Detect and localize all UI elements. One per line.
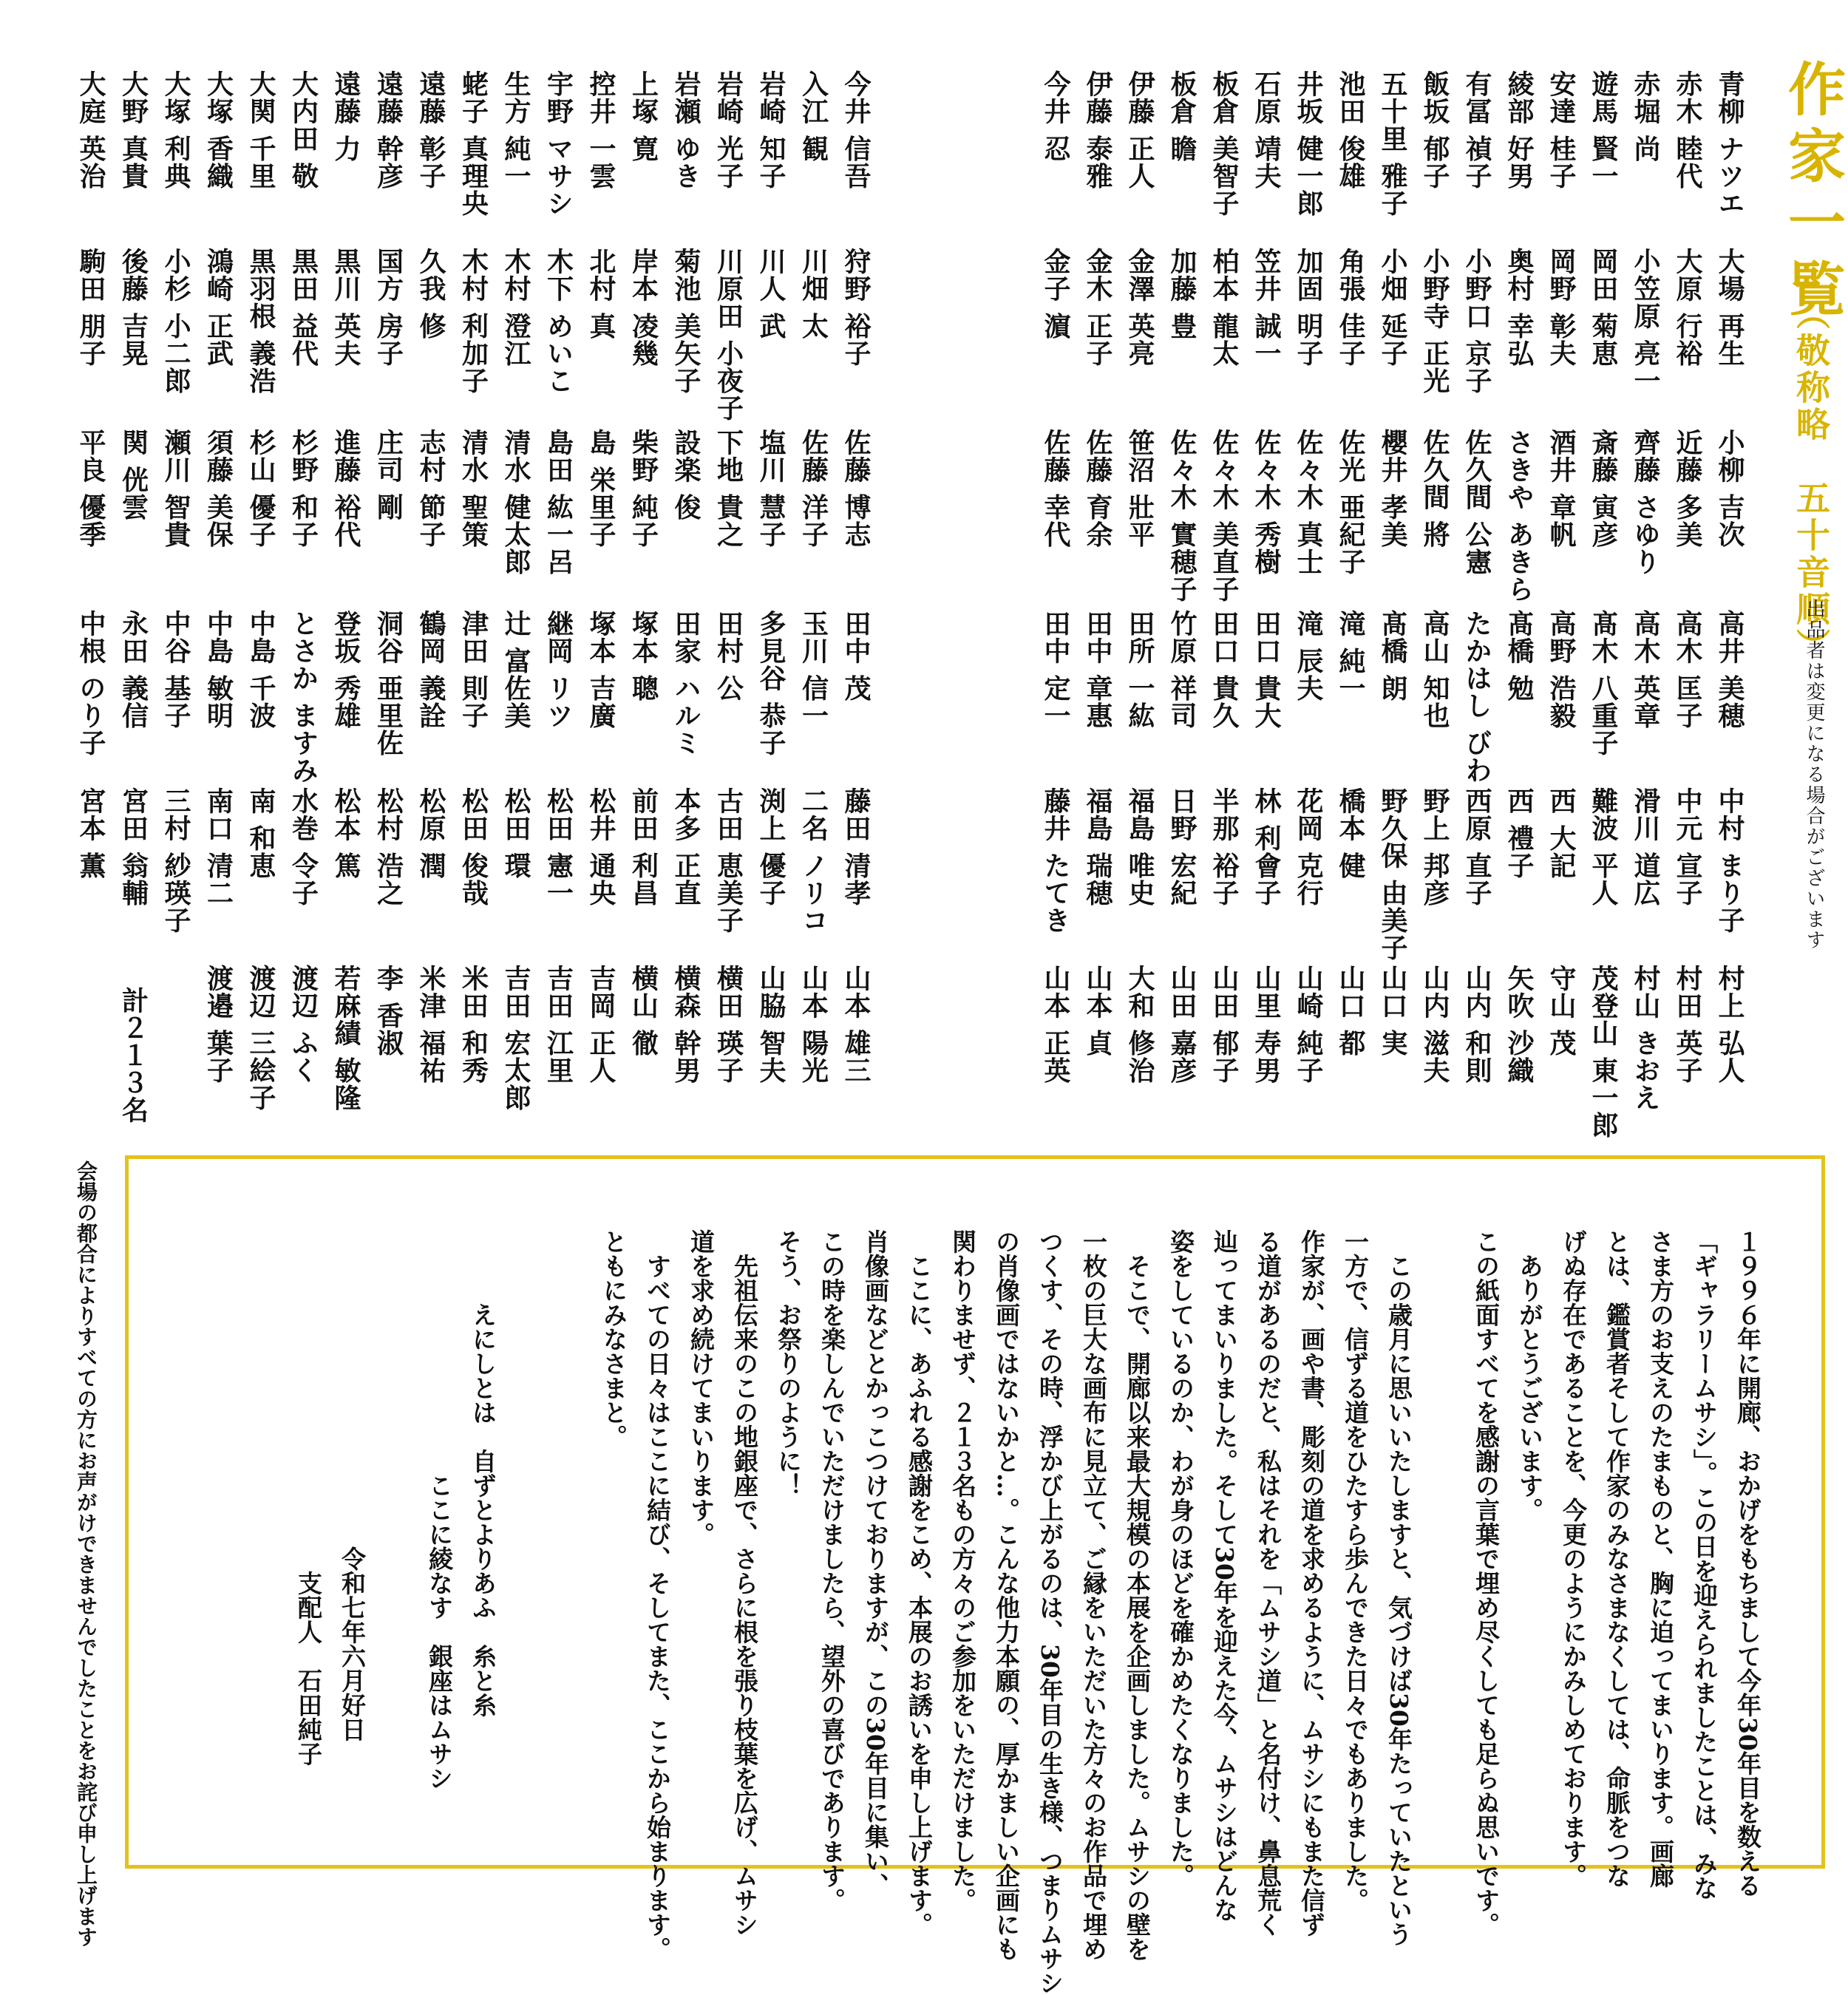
artist-name: 黒川 英夫 bbox=[330, 248, 361, 367]
letter-line: げぬ存在であることを、今更のようにかみしめております。 bbox=[1559, 1229, 1588, 1888]
exhibitor-change-note: 出品者は変更になる場合がございます bbox=[1803, 599, 1825, 951]
letter-line: 支配人 石田純子 bbox=[294, 1229, 323, 1766]
artist-name: 板倉 美智子 bbox=[1209, 70, 1240, 217]
artist-name: 岡野 彰夫 bbox=[1546, 248, 1577, 367]
artist-name: 松田 憲一 bbox=[543, 787, 574, 907]
artist-name: 山口 実 bbox=[1377, 965, 1408, 1057]
artist-name: 遠藤 力 bbox=[330, 70, 361, 163]
artist-name: 角張 佳子 bbox=[1335, 248, 1366, 367]
artist-name: 上塚 寛 bbox=[628, 70, 659, 163]
artist-name: 松村 浩之 bbox=[373, 787, 404, 907]
letter-line: 辿ってまいりました。そして30年を迎えた今、ムサシはどんな bbox=[1210, 1229, 1239, 1922]
artist-name: 岸本 凌幾 bbox=[628, 248, 659, 367]
artist-name: 半那 裕子 bbox=[1209, 787, 1240, 907]
artist-name: 中村 まり子 bbox=[1714, 787, 1745, 934]
artist-name: 柏本 龍太 bbox=[1209, 248, 1240, 367]
artist-name: 菊池 美矢子 bbox=[670, 248, 702, 395]
artist-name: 黒田 益代 bbox=[288, 248, 319, 367]
letter-line: 一方で、信ずる道をひたすら歩んできた日々でもありました。 bbox=[1341, 1229, 1370, 1912]
artist-name: 伊藤 正人 bbox=[1124, 70, 1155, 190]
artist-name: 佐々木 實穂子 bbox=[1166, 429, 1198, 603]
artist-name: 山里 寿男 bbox=[1251, 965, 1282, 1084]
artist-name: 志村 節子 bbox=[415, 429, 446, 548]
artist-name: 山田 嘉彦 bbox=[1166, 965, 1198, 1084]
artist-name: 高井 美穂 bbox=[1714, 610, 1745, 730]
greeting-box bbox=[125, 1155, 1825, 1995]
artist-name: 岩崎 知子 bbox=[755, 70, 787, 190]
artist-name: 金木 正子 bbox=[1082, 248, 1113, 367]
artist-name: 西 大記 bbox=[1546, 787, 1577, 880]
artist-name: 藤田 清孝 bbox=[840, 787, 872, 907]
artist-name: 伊藤 泰雅 bbox=[1082, 70, 1113, 190]
artist-name: 米田 和秀 bbox=[458, 965, 489, 1084]
artist-name: 石原 靖夫 bbox=[1251, 70, 1282, 190]
artist-name: 村上 弘人 bbox=[1714, 965, 1745, 1084]
artist-name: 狩野 裕子 bbox=[840, 248, 872, 367]
artist-name: 笠井 誠一 bbox=[1251, 248, 1282, 367]
artist-name: 庄司 剛 bbox=[373, 429, 404, 521]
artist-name: 青柳 ナツエ bbox=[1714, 70, 1745, 217]
artist-name: 今井 忍 bbox=[1040, 70, 1071, 163]
artist-name: 大塚 香織 bbox=[203, 70, 234, 190]
artist-name: 中根 のり子 bbox=[75, 610, 106, 757]
artist-name: 高野 浩毅 bbox=[1546, 610, 1577, 730]
artist-name: 板倉 瞻 bbox=[1166, 70, 1198, 163]
artist-name: 金澤 英亮 bbox=[1124, 248, 1155, 367]
artist-name: たかはし びわ bbox=[1461, 610, 1492, 784]
artist-name: 有冨 禎子 bbox=[1461, 70, 1492, 190]
letter-line bbox=[374, 1229, 418, 1835]
letter-line: つくす、その時、浮かび上がるのは、30年目の生き様、つまりムサシ bbox=[1036, 1229, 1064, 1995]
letter-line: 「ギャラリームサシ」。この日を迎えられましたことは、みな bbox=[1690, 1229, 1719, 1900]
letter-line: この歳月に思いいたしますと、気づけば30年たっていたという bbox=[1385, 1229, 1413, 1946]
artist-name: 進藤 裕代 bbox=[330, 429, 361, 548]
artist-name: 後藤 吉晃 bbox=[118, 248, 149, 367]
artist-name: 小笠原 亮一 bbox=[1630, 248, 1661, 395]
artist-name: 佐久間 將 bbox=[1419, 429, 1450, 548]
artist-name: 横田 瑛子 bbox=[713, 965, 744, 1084]
letter-line: 道を求め続けてまいります。 bbox=[687, 1229, 716, 1546]
artist-name: 加藤 豊 bbox=[1166, 248, 1198, 340]
artist-name: 笹沼 壯平 bbox=[1124, 429, 1155, 548]
artist-name: さきや あきら bbox=[1504, 429, 1535, 603]
artist-name: 松原 潤 bbox=[415, 787, 446, 880]
letter-line bbox=[505, 1229, 548, 1835]
artist-name: 塚本 吉廣 bbox=[585, 610, 616, 730]
artist-name: 佐々木 美直子 bbox=[1209, 429, 1240, 603]
artist-name: 大関 千里 bbox=[245, 70, 276, 190]
letter-line: えにしとは 自ずとよりあふ 糸と糸 bbox=[469, 1229, 497, 1717]
artist-name: 綾部 好男 bbox=[1504, 70, 1535, 190]
artist-name: 南 和恵 bbox=[245, 787, 276, 880]
artist-name: 二名 ノリコ bbox=[798, 787, 829, 934]
artist-name: 入江 観 bbox=[798, 70, 829, 163]
artist-name: 岩瀬 ゆき bbox=[670, 70, 702, 190]
artist-name: 大場 再生 bbox=[1714, 248, 1745, 367]
letter-line: この時を楽しんでいただけましたら、望外の喜びであります。 bbox=[818, 1229, 846, 1912]
artist-name: 宇野 マサシ bbox=[543, 70, 574, 217]
artist-name: 飯坂 郁子 bbox=[1419, 70, 1450, 190]
artist-name: 髙木 八重子 bbox=[1588, 610, 1619, 757]
artist-name: 瀬川 智貴 bbox=[160, 429, 191, 548]
letter-line: この紙面すべてを感謝の言葉で埋め尽くしても足らぬ思いです。 bbox=[1472, 1229, 1501, 1937]
artist-name: 洞谷 亜里佐 bbox=[373, 610, 404, 757]
artist-name: 山脇 智夫 bbox=[755, 965, 787, 1084]
artist-name: 櫻井 孝美 bbox=[1377, 429, 1408, 548]
letter-line: ともにみなさまと。 bbox=[599, 1229, 628, 1449]
artist-name: 山崎 純子 bbox=[1293, 965, 1324, 1084]
artist-name: 佐々木 秀樹 bbox=[1251, 429, 1282, 576]
artist-name: 山本 陽光 bbox=[798, 965, 829, 1084]
artist-name: 遠藤 彰子 bbox=[415, 70, 446, 190]
artist-name: 控井 一雲 bbox=[585, 70, 616, 190]
artist-name: 大野 真貴 bbox=[118, 70, 149, 190]
artist-name: 清水 健太郎 bbox=[500, 429, 531, 576]
artist-name: 佐藤 幸代 bbox=[1040, 429, 1071, 548]
artist-name: 髙橋 勉 bbox=[1504, 610, 1535, 702]
artist-name: 津田 則子 bbox=[458, 610, 489, 730]
artist-name: 藤井 たてき bbox=[1040, 787, 1071, 934]
artist-name: 髙橋 朗 bbox=[1377, 610, 1408, 702]
artist-name: 赤木 睦代 bbox=[1672, 70, 1703, 190]
artist-name: 五十里 雅子 bbox=[1377, 70, 1408, 217]
artist-name: 今井 信吾 bbox=[840, 70, 872, 190]
artist-name: 西原 直子 bbox=[1461, 787, 1492, 907]
artist-name: 守山 茂 bbox=[1546, 965, 1577, 1057]
artist-name: 松本 篤 bbox=[330, 787, 361, 880]
artist-name: 田家 ハルミ bbox=[670, 610, 702, 757]
artist-name: 野上 邦彦 bbox=[1419, 787, 1450, 907]
artist-name: 小野寺 正光 bbox=[1419, 248, 1450, 395]
artist-name: 木村 澄江 bbox=[500, 248, 531, 367]
artist-name: 野久保 由美子 bbox=[1377, 787, 1408, 962]
artist-name: 登坂 秀雄 bbox=[330, 610, 361, 730]
artist-name: 松田 俊哉 bbox=[458, 787, 489, 907]
artist-name: 古田 恵美子 bbox=[713, 787, 744, 934]
artist-name: 駒田 朋子 bbox=[75, 248, 106, 367]
artist-name: 滝 辰夫 bbox=[1293, 610, 1324, 702]
artist-name: 田中 定一 bbox=[1040, 610, 1071, 730]
artist-name: 田村 公 bbox=[713, 610, 744, 702]
artist-name: 渡邉 葉子 bbox=[203, 965, 234, 1084]
artist-name: 設楽 俊 bbox=[670, 429, 702, 521]
artist-name: 竹原 祥司 bbox=[1166, 610, 1198, 730]
artist-name: 村山 きおえ bbox=[1630, 965, 1661, 1112]
artist-name: 遊馬 賢一 bbox=[1588, 70, 1619, 190]
artist-name: 渡辺 三絵子 bbox=[245, 965, 276, 1112]
artist-name: 辻 富佐美 bbox=[500, 610, 531, 730]
artist-name: 日野 宏紀 bbox=[1166, 787, 1198, 907]
artist-name: 鶴岡 義詮 bbox=[415, 610, 446, 730]
artist-name: 山本 貞 bbox=[1082, 965, 1113, 1057]
artist-name: 横山 徹 bbox=[628, 965, 659, 1057]
artist-name: 島 栄里子 bbox=[585, 429, 616, 548]
artist-name: 滝 純一 bbox=[1335, 610, 1366, 702]
artist-name: 奥村 幸弘 bbox=[1504, 248, 1535, 367]
artist-name: とさか ますみ bbox=[288, 610, 319, 784]
artist-name: 大和 修治 bbox=[1124, 965, 1155, 1084]
artist-name: 島田 紘一呂 bbox=[543, 429, 574, 576]
artist-name: 宮本 薫 bbox=[75, 787, 106, 880]
artist-name: 安達 桂子 bbox=[1546, 70, 1577, 190]
artist-name: 須藤 美保 bbox=[203, 429, 234, 548]
artist-name: 高木 英章 bbox=[1630, 610, 1661, 730]
artist-name: 山内 滋夫 bbox=[1419, 965, 1450, 1084]
artist-name: 李 香淑 bbox=[373, 965, 404, 1057]
artist-name: 松井 通央 bbox=[585, 787, 616, 907]
letter-line: さま方のお支えのたまものと、胸に迫ってまいります。画廊 bbox=[1646, 1229, 1675, 1888]
artist-name: 黒羽根 義浩 bbox=[245, 248, 276, 395]
artist-name: 林 利會子 bbox=[1251, 787, 1282, 907]
artist-name: 中島 敏明 bbox=[203, 610, 234, 730]
artist-name: 永田 義信 bbox=[118, 610, 149, 730]
artist-name: 宮田 翁輔 bbox=[118, 787, 149, 907]
artist-name: 岩崎 光子 bbox=[713, 70, 744, 190]
artist-name: 赤堀 尚 bbox=[1630, 70, 1661, 163]
artist-name: 小柳 吉次 bbox=[1714, 429, 1745, 548]
artist-name: 高木 匡子 bbox=[1672, 610, 1703, 730]
artist-name: 高山 知也 bbox=[1419, 610, 1450, 730]
artist-name: 田所 一紘 bbox=[1124, 610, 1155, 730]
artist-name: 川人 武 bbox=[755, 248, 787, 340]
artist-name: 横森 幹男 bbox=[670, 965, 702, 1084]
total-count: 計２１３名 bbox=[118, 987, 149, 1124]
artist-name: 佐藤 育余 bbox=[1082, 429, 1113, 548]
artist-name: 前田 利昌 bbox=[628, 787, 659, 907]
artist-name: 花岡 克行 bbox=[1293, 787, 1324, 907]
artist-name: 渕上 優子 bbox=[755, 787, 787, 907]
letter-line: 先祖伝来のこの地銀座で、さらに根を張り枝葉を広げ、ムサシ bbox=[730, 1229, 759, 1937]
artist-name: 金子 濵 bbox=[1040, 248, 1071, 340]
letter-line bbox=[1421, 1229, 1464, 1835]
artist-name: 山口 都 bbox=[1335, 965, 1366, 1057]
artist-name: 川原田 小夜子 bbox=[713, 248, 744, 422]
artist-name: 山本 雄三 bbox=[840, 965, 872, 1084]
artist-name: 福島 唯史 bbox=[1124, 787, 1155, 907]
artist-name: 国方 房子 bbox=[373, 248, 404, 367]
artist-name: 西 禮子 bbox=[1504, 787, 1535, 880]
letter-line: そう、お祭りのように！ bbox=[774, 1229, 803, 1498]
letter-line: 関わりませず、２１３名もの方々のご参加をいただけました。 bbox=[948, 1229, 977, 1912]
artist-name: 米津 福祐 bbox=[415, 965, 446, 1084]
artist-name: 福島 瑞穂 bbox=[1082, 787, 1113, 907]
artist-name: 山田 郁子 bbox=[1209, 965, 1240, 1084]
page-subtitle: （敬称略 五十音順） bbox=[1791, 296, 1831, 665]
artist-name: 斎藤 寅彦 bbox=[1588, 429, 1619, 548]
artist-name: 佐光 亜紀子 bbox=[1335, 429, 1366, 576]
artist-name: 難波 平人 bbox=[1588, 787, 1619, 907]
letter-line: １９９６年に開廊、おかげをもちまして今年30年目を数える bbox=[1733, 1229, 1762, 1897]
artist-name: 多見谷 恭子 bbox=[755, 610, 787, 757]
artist-name: 生方 純一 bbox=[500, 70, 531, 190]
artist-name: 遠藤 幹彦 bbox=[373, 70, 404, 190]
letter-line: そこで、開廊以来最大規模の本展を企画しました。ムサシの壁を bbox=[1123, 1229, 1152, 1961]
letter-line: ここに、あふれる感謝をこめ、本展のお誘いを申し上げます。 bbox=[905, 1229, 934, 1937]
artist-name: 佐々木 真士 bbox=[1293, 429, 1324, 576]
artist-name: 関 侊雲 bbox=[118, 429, 149, 521]
artist-name: 杉野 和子 bbox=[288, 429, 319, 548]
artist-name: 小野口 京子 bbox=[1461, 248, 1492, 395]
artist-name: 塩川 慧子 bbox=[755, 429, 787, 548]
artist-name: 滑川 道広 bbox=[1630, 787, 1661, 907]
artist-name: 清水 聖策 bbox=[458, 429, 489, 548]
artist-name: 池田 俊雄 bbox=[1335, 70, 1366, 190]
artist-name: 塚本 聰 bbox=[628, 610, 659, 702]
greeting-letter bbox=[287, 1229, 1770, 1995]
artist-name: 南口 清二 bbox=[203, 787, 234, 907]
artist-name: 茂登山 東一郎 bbox=[1588, 965, 1619, 1139]
letter-line: る道があるのだと、私はそれを「ムサシ道」と名付け、鼻息荒く bbox=[1254, 1229, 1283, 1937]
artist-name: 近藤 多美 bbox=[1672, 429, 1703, 548]
letter-line: 作家が、画や書、彫刻の道を求めるように、ムサシにもまた信ず bbox=[1297, 1229, 1326, 1937]
artist-name: 下地 貴之 bbox=[713, 429, 744, 548]
artist-name: 矢吹 沙織 bbox=[1504, 965, 1535, 1084]
artist-name: 若麻績 敏隆 bbox=[330, 965, 361, 1112]
artist-name: 北村 真 bbox=[585, 248, 616, 340]
artist-name: 木村 利加子 bbox=[458, 248, 489, 395]
artist-name: 平良 優季 bbox=[75, 429, 106, 548]
apology-note: 会場の都合によりすべての方にお声がけできませんでしたことをお詫び申し上げます bbox=[74, 1160, 98, 1947]
artist-name: 大内田 敬 bbox=[288, 70, 319, 190]
letter-line: 姿をしているのか、わが身のほどを確かめたくなりました。 bbox=[1166, 1229, 1195, 1888]
artist-name: 大原 行裕 bbox=[1672, 248, 1703, 367]
artist-name: 中元 宣子 bbox=[1672, 787, 1703, 907]
artist-name: 吉田 宏太郎 bbox=[500, 965, 531, 1112]
letter-line: とは、鑑賞者そして作家のみなさまなくしては、命脈をつな bbox=[1603, 1229, 1631, 1888]
letter-line: 一枚の巨大な画布に見立て、ご縁をいただいた方々のお作品で埋め bbox=[1079, 1229, 1108, 1961]
artist-name: 木下 めいこ bbox=[543, 248, 574, 395]
artist-name: 小畑 延子 bbox=[1377, 248, 1408, 367]
page-title: 作家一覧 bbox=[1779, 59, 1846, 325]
artist-name: 田口 貴大 bbox=[1251, 610, 1282, 730]
artist-name: 齊藤 さゆり bbox=[1630, 429, 1661, 576]
artist-name: 加固 明子 bbox=[1293, 248, 1324, 367]
artist-name: 蛯子 真理央 bbox=[458, 70, 489, 217]
letter-line: の肖像画ではないかと…。こんな他力本願の、厚かましい企画にも bbox=[992, 1229, 1021, 1961]
artist-name: 久我 修 bbox=[415, 248, 446, 340]
artist-name: 山本 正英 bbox=[1040, 965, 1071, 1084]
artist-name: 村田 英子 bbox=[1672, 965, 1703, 1084]
artist-name: 酒井 章帆 bbox=[1546, 429, 1577, 548]
artist-name: 川畑 太 bbox=[798, 248, 829, 340]
artist-name: 大塚 利典 bbox=[160, 70, 191, 190]
artist-name: 佐藤 洋子 bbox=[798, 429, 829, 548]
letter-line bbox=[548, 1229, 592, 1835]
letter-line: すべての日々はここに結び、そしてまた、ここから始まります。 bbox=[643, 1229, 672, 1961]
artist-name: 小杉 小二郎 bbox=[160, 248, 191, 395]
artist-name: 中谷 基子 bbox=[160, 610, 191, 730]
artist-name: 吉岡 正人 bbox=[585, 965, 616, 1084]
artist-name: 継岡 リツ bbox=[543, 610, 574, 730]
artist-name: 三村 紗瑛子 bbox=[160, 787, 191, 934]
artist-name: 橋本 健 bbox=[1335, 787, 1366, 880]
artist-name: 柴野 純子 bbox=[628, 429, 659, 548]
letter-line: 肖像画などとかっこつけておりますが、この30年目に集い、 bbox=[861, 1229, 890, 1897]
artist-name: 田口 貴久 bbox=[1209, 610, 1240, 730]
artist-name: 田中 茂 bbox=[840, 610, 872, 702]
artist-name: 松田 環 bbox=[500, 787, 531, 880]
artist-name: 玉川 信一 bbox=[798, 610, 829, 730]
artist-name: 佐藤 博志 bbox=[840, 429, 872, 548]
artist-name: 井坂 健一郎 bbox=[1293, 70, 1324, 217]
artist-name: 鴻崎 正武 bbox=[203, 248, 234, 367]
artist-name: 本多 正直 bbox=[670, 787, 702, 907]
artist-name: 岡田 菊恵 bbox=[1588, 248, 1619, 367]
artist-name: 水巻 令子 bbox=[288, 787, 319, 907]
artist-name: 渡辺 ふく bbox=[288, 965, 319, 1084]
letter-line: 令和七年六月好日 bbox=[338, 1229, 367, 1741]
letter-line: ありがとうございます。 bbox=[1515, 1229, 1544, 1522]
artist-name: 吉田 江里 bbox=[543, 965, 574, 1084]
artist-name: 大庭 英治 bbox=[75, 70, 106, 190]
artist-name: 田中 章惠 bbox=[1082, 610, 1113, 730]
letter-line: ここに綾なす 銀座はムサシ bbox=[425, 1229, 454, 1790]
artist-name: 山内 和則 bbox=[1461, 965, 1492, 1084]
artist-name: 佐久間 公憲 bbox=[1461, 429, 1492, 576]
artist-name: 杉山 優子 bbox=[245, 429, 276, 548]
artist-name: 中島 千波 bbox=[245, 610, 276, 730]
